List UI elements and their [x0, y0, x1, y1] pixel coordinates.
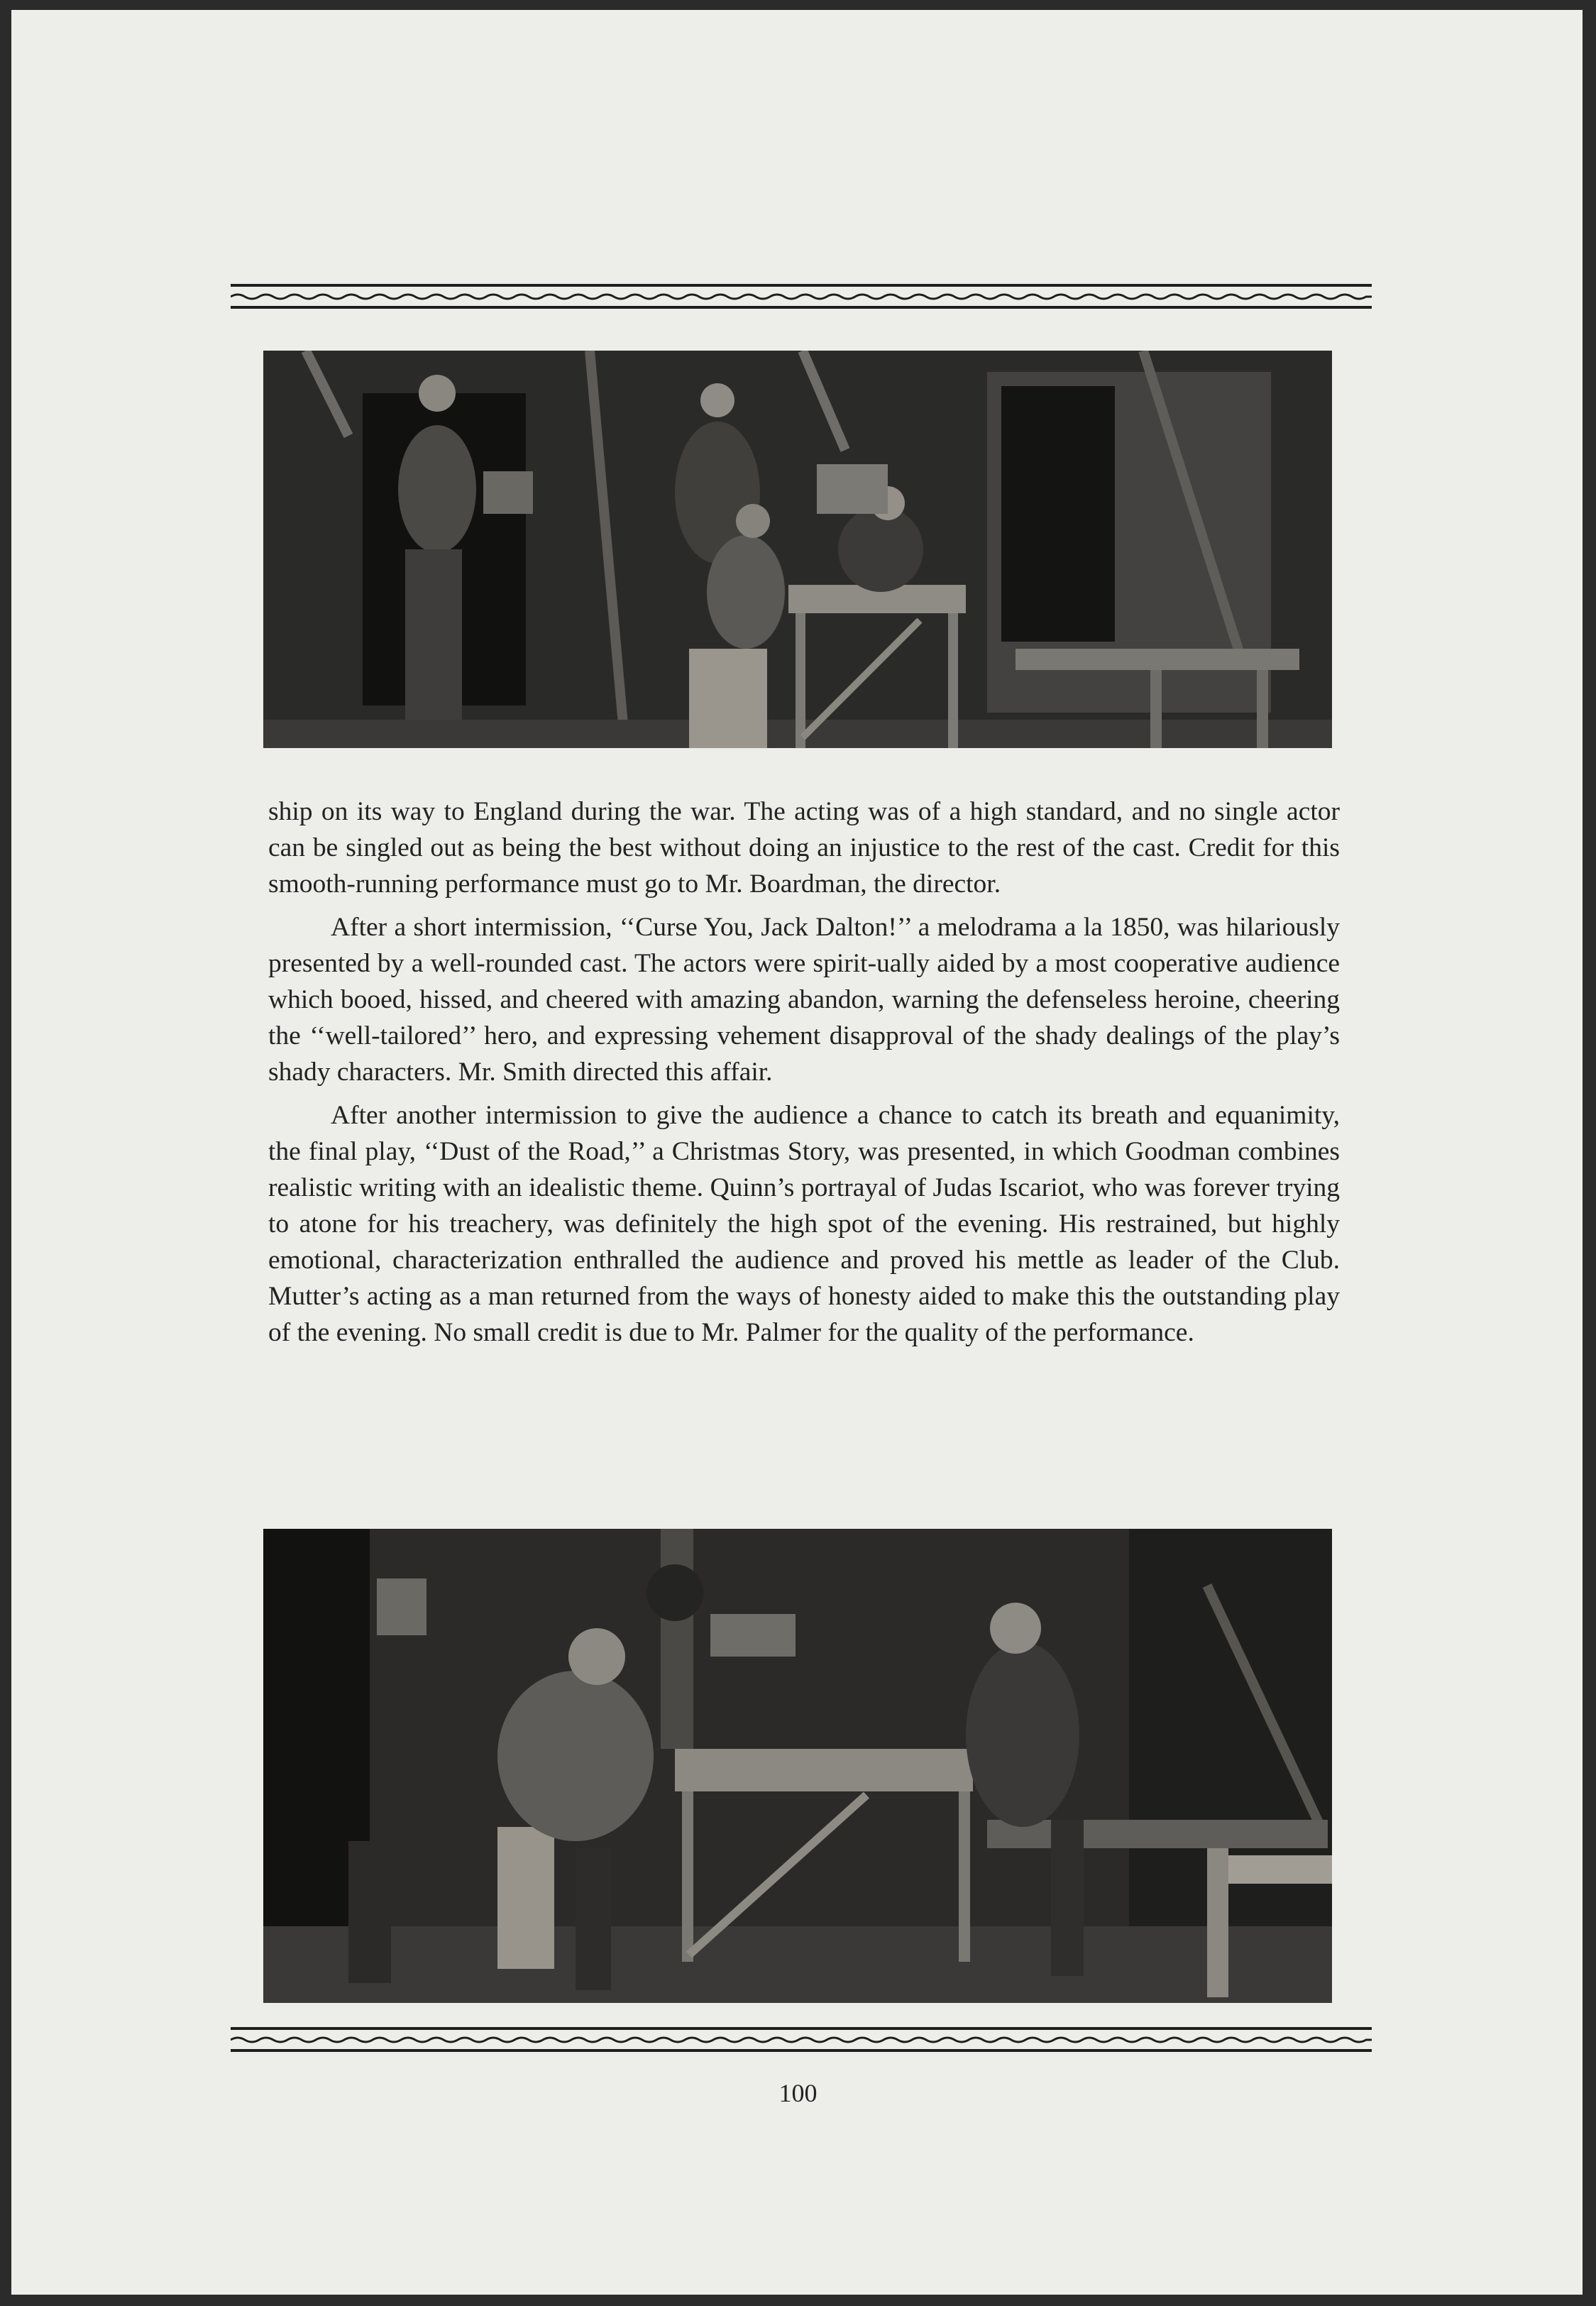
page-number: 100 [778, 2079, 818, 2107]
paragraph-2: After a short intermission, ‘‘Curse You, Jack Dalton!’’ a melodrama a la 1850, was hilariously presented by a well-rounded cast. The actors were spirit-ually aided by a most cooperative audience which booed, hissed, and cheered with amazing abandon, warning the defenseless heroine, cheering the ‘‘well-tailored’’ hero, and expressing vehement disapproval of the shady dealings of the play’s shady characters. Mr. Smith directed this affair. [268, 913, 1340, 1087]
paragraph-1: ship on its way to England during the war. The acting was of a high standard, and no single actor can be singled out as being the best without doing an injustice to the rest of the cast. Credit for this smooth-running performance must go to Mr. Boardman, the director. [268, 797, 1340, 899]
stage-photo-top [263, 351, 1332, 748]
bottom-decorative-rule [231, 2026, 1372, 2054]
top-decorative-rule [231, 282, 1372, 311]
article-body [268, 794, 1340, 1358]
page [11, 10, 1583, 2295]
stage-photo-bottom [263, 1529, 1332, 2003]
paragraph-3: After another intermission to give the audience a chance to catch its breath and equanimity, the final play, ‘‘Dust of the Road,’’ a Christmas Story, was presented, in which Goodman combines realistic writing with an idealistic theme. Quinn’s portrayal of Judas Iscariot, who was forever trying to atone for his treachery, was definitely the high spot of the evening. His restrained, but highly emotional, characterization enthralled the audience and proved his mettle as leader of the Club. Mutter’s acting as a man returned from the ways of honesty aided to make this the outstanding play of the evening. No small credit is due to Mr. Palmer for the quality of the performance. [268, 1101, 1340, 1347]
